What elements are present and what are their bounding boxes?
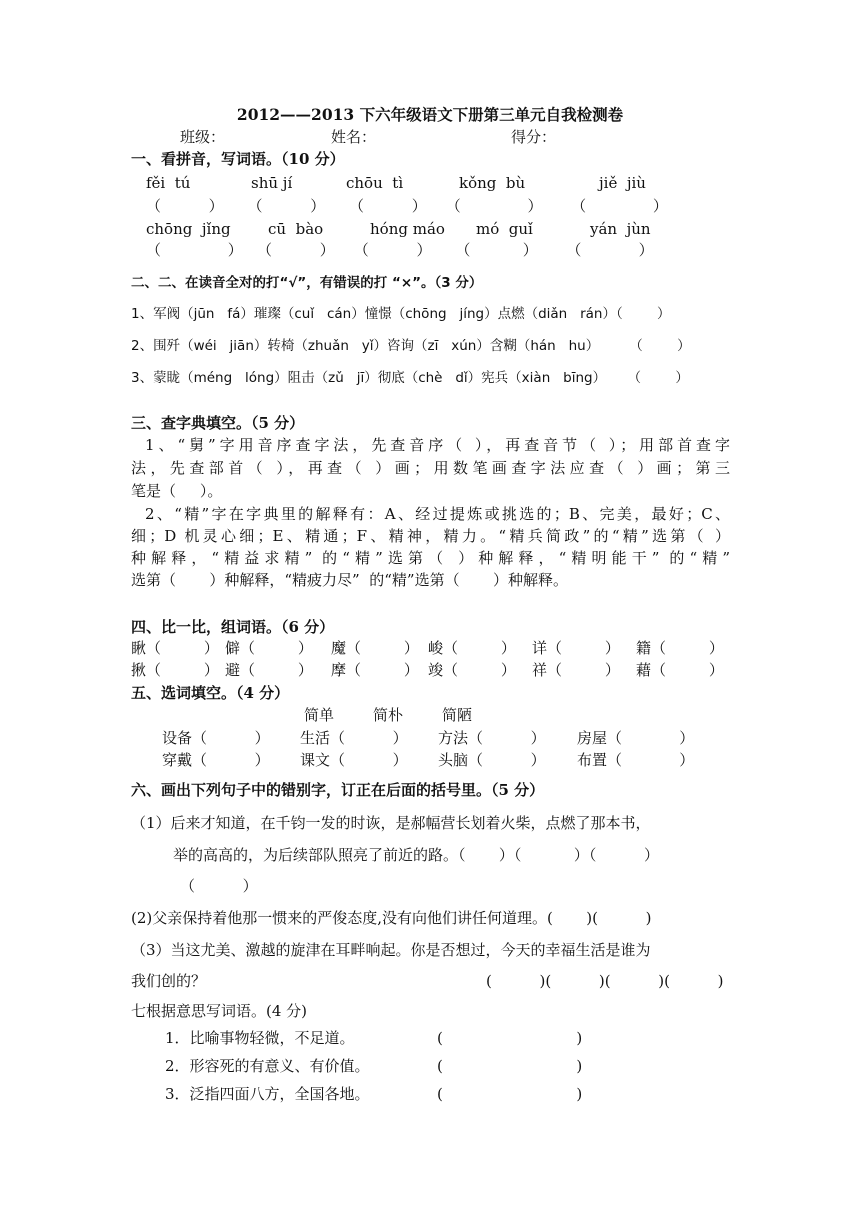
meaning-item: 3．泛指四面八方，全国各地。 xyxy=(165,1085,370,1103)
pinyin-item: chōu tì xyxy=(346,174,404,192)
pinyin-item: chōng jǐng xyxy=(146,220,231,238)
word-item: 摩（ ） xyxy=(331,661,419,679)
text-line: 举的高高的，为后续部队照亮了前近的路。（ ）（ ）（ ） xyxy=(173,846,660,864)
answer-brackets: ( ) xyxy=(437,1029,583,1047)
section-5-heading: 五、选词填空。（4 分） xyxy=(131,684,290,702)
text-line: 2、“精”字在字典里的解释有：A、经过提炼或挑选的；B、完美，最好；C、 xyxy=(145,505,730,523)
word-item: 揪（ ） xyxy=(131,661,219,679)
word-item: 竣（ ） xyxy=(428,661,516,679)
page-title: 2012——2013 下六年级语文下册第三单元自我检测卷 xyxy=(236,105,624,124)
pinyin-item: cū bào xyxy=(268,220,324,238)
fill-item: 布置（ ） xyxy=(577,751,695,769)
section-1-heading: 一、看拼音，写词语。（10 分） xyxy=(131,150,345,168)
section-7-heading: 七根据意思写词语。(4 分) xyxy=(131,1002,308,1020)
question-item: 2、围歼（wéi jiān）转椅（zhuǎn yǐ）咨询（zī xún）含糊（hán hu） （ ） xyxy=(131,338,691,354)
word-item: 瞅（ ） xyxy=(131,639,219,657)
section-4-heading: 四、比一比，组词语。（6 分） xyxy=(131,618,335,636)
pinyin-item: hóng máo xyxy=(370,220,445,238)
fill-item: 生活（ ） xyxy=(300,729,408,747)
meaning-item: 2．形容死的有意义、有价值。 xyxy=(165,1057,370,1075)
choice-word: 简朴 xyxy=(373,706,404,724)
section-6-heading: 六、画出下列句子中的错别字，订正在后面的括号里。（5 分） xyxy=(131,781,545,799)
pinyin-item: jiě jiù xyxy=(599,174,646,192)
word-item: 峻（ ） xyxy=(428,639,516,657)
word-item: 祥（ ） xyxy=(532,661,620,679)
class-label: 班级： xyxy=(180,128,226,146)
answer-brackets: （ ） xyxy=(180,877,258,895)
answer-brackets: ( ) xyxy=(437,1085,583,1103)
text-line: 笔是（ ）。 xyxy=(131,482,223,500)
fill-item: 方法（ ） xyxy=(438,729,546,747)
text-line: （3）当这尤美、激越的旋津在耳畔响起。你是否想过，今天的幸福生活是谁为 xyxy=(131,941,651,959)
name-label: 姓名： xyxy=(331,128,377,146)
text-line: 细；D 机灵心细；E、精通；F、精神，精力。“精兵简政”的“精”选第（ ） xyxy=(131,527,730,545)
pinyin-item: shū jí xyxy=(251,174,293,192)
word-item: 藉（ ） xyxy=(636,661,724,679)
choice-word: 简单 xyxy=(304,706,335,724)
text-line: 种解释，“精益求精” 的“精”选第（ ）种解释，“精明能干” 的“精” xyxy=(131,549,730,567)
text-line: （1）后来才知道，在千钧一发的时诙，是郝幅营长划着火柴，点燃了那本书， xyxy=(131,814,651,832)
word-item: 魔（ ） xyxy=(331,639,419,657)
answer-brackets: （ ） （ ） （ ） （ ） （ ） xyxy=(146,197,668,215)
text-line: 1、“舅”字用音序查字法，先查音序（ ），再查音节（ ）；用部首查字 xyxy=(145,436,730,454)
fill-item: 课文（ ） xyxy=(300,751,408,769)
word-item: 详（ ） xyxy=(532,639,620,657)
pinyin-item: yán jùn xyxy=(590,220,651,238)
text-line: 我们创的？ xyxy=(131,972,207,990)
fill-item: 头脑（ ） xyxy=(438,751,546,769)
section-3-heading: 三、查字典填空。（5 分） xyxy=(131,414,305,432)
choice-word: 简陋 xyxy=(442,706,473,724)
pinyin-item: fěi tú xyxy=(146,174,191,192)
text-line: (2)父亲保持着他那一惯来的严俊态度,没有向他们讲任何道理。( )( ) xyxy=(131,909,652,927)
question-item: 3、蒙眬（méng lóng）阻击（zǔ jī）彻底（chè dǐ）宪兵（xiàn bīng） （ ） xyxy=(131,370,689,386)
answer-brackets: （ ） （ ） （ ） （ ） （ ） xyxy=(146,241,654,259)
fill-item: 房屋（ ） xyxy=(577,729,695,747)
word-item: 避（ ） xyxy=(225,661,313,679)
meaning-item: 1．比喻事物轻微，不足道。 xyxy=(165,1029,355,1047)
text-line: 法，先查部首（ ），再查（ ）画；用数笔画查字法应查（ ）画；第三 xyxy=(131,459,730,477)
pinyin-item: mó guǐ xyxy=(476,220,533,238)
word-item: 籍（ ） xyxy=(636,639,724,657)
pinyin-item: kǒng bù xyxy=(459,174,526,192)
text-line: 选第（ ）种解释，“精疲力尽” 的“精”选第（ ）种解释。 xyxy=(131,571,568,589)
answer-brackets: ( ) xyxy=(437,1057,583,1075)
question-item: 1、军阀（jūn fá）璀璨（cuǐ cán）憧憬（chōng jíng）点燃（diǎn rán）（ ） xyxy=(131,306,671,322)
answer-brackets: ( )( )( )( ) xyxy=(486,972,724,990)
word-item: 僻（ ） xyxy=(225,639,313,657)
section-2-heading: 二、二、在读音全对的打“√”，有错误的打 “×”。（3 分） xyxy=(131,275,483,291)
fill-item: 设备（ ） xyxy=(162,729,270,747)
score-label: 得分： xyxy=(511,128,557,146)
fill-item: 穿戴（ ） xyxy=(162,751,270,769)
